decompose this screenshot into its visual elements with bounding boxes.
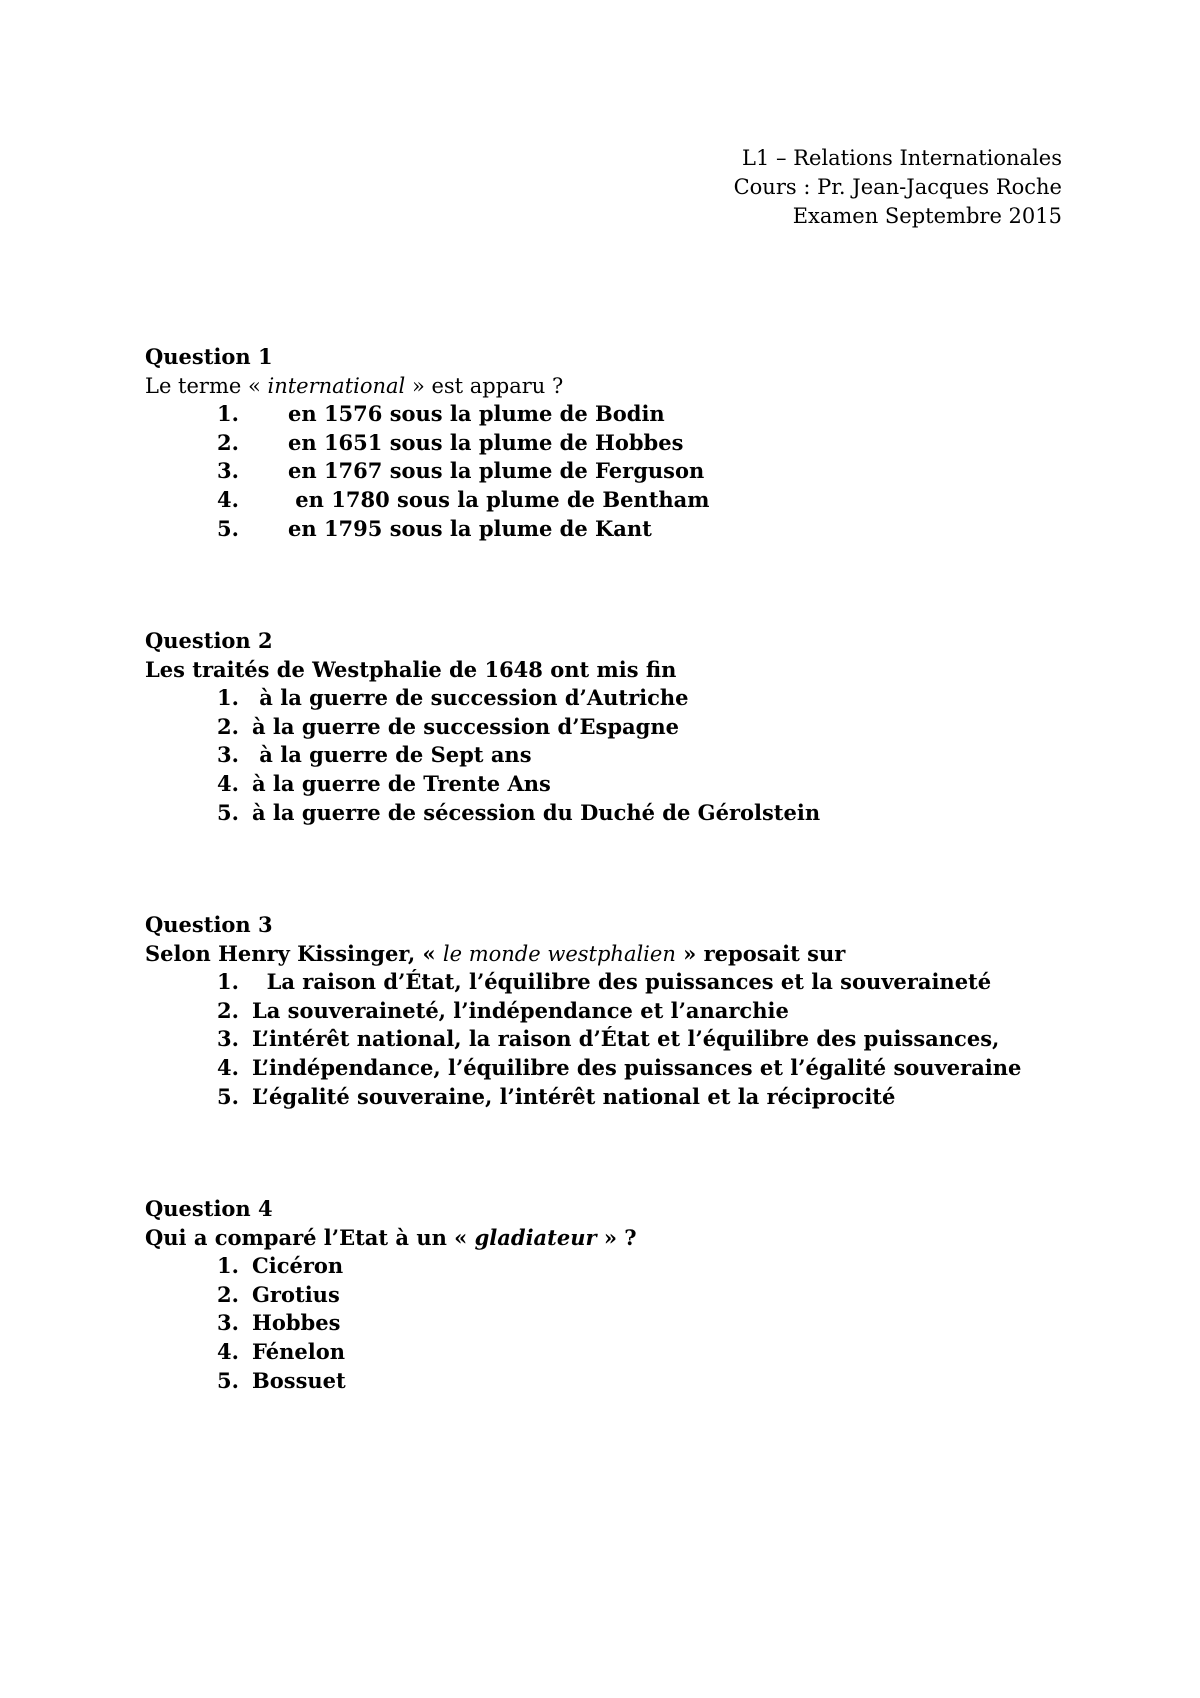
question-title: Question 3 <box>145 912 273 937</box>
answer-option: 2. à la guerre de succession d’Espagne <box>217 713 679 739</box>
answer-option: 2. Grotius <box>217 1281 340 1307</box>
answer-option: 4. à la guerre de Trente Ans <box>217 770 551 796</box>
answer-option: 2. La souveraineté, l’indépendance et l’anarchie <box>217 997 789 1023</box>
exam-session: Examen Septembre 2015 <box>792 204 1062 228</box>
answer-option: 5. en 1795 sous la plume de Kant <box>217 515 652 541</box>
question-title: Question 1 <box>145 344 273 369</box>
question-3 <box>145 911 1022 1111</box>
answer-options <box>145 968 1022 1111</box>
answer-options <box>145 1252 637 1395</box>
question-title: Question 4 <box>145 1196 273 1221</box>
answer-option: 1. à la guerre de succession d’Autriche <box>217 685 689 711</box>
question-4 <box>145 1195 637 1395</box>
answer-option: 4. L’indépendance, l’équilibre des puissances et l’égalité souveraine <box>217 1054 1022 1080</box>
question-stem: Le terme « international » est apparu ? <box>145 373 564 398</box>
answer-option: 3. à la guerre de Sept ans <box>217 742 532 768</box>
answer-option: 1. Cicéron <box>217 1253 344 1279</box>
answer-option: 3. Hobbes <box>217 1310 341 1336</box>
answer-options <box>145 684 821 827</box>
answer-option: 3. L’intérêt national, la raison d’État et l’équilibre des puissances, <box>217 1026 1000 1052</box>
question-1 <box>145 343 710 543</box>
question-title: Question 2 <box>145 628 273 653</box>
question-2 <box>145 627 821 827</box>
answer-option: 4. Fénelon <box>217 1338 346 1364</box>
course-instructor: Cours : Pr. Jean-Jacques Roche <box>733 175 1062 199</box>
answer-option: 1. en 1576 sous la plume de Bodin <box>217 401 665 427</box>
answer-option: 1. La raison d’État, l’équilibre des puissances et la souveraineté <box>217 969 992 995</box>
answer-option: 3. en 1767 sous la plume de Ferguson <box>217 458 705 484</box>
exam-header <box>734 144 1062 231</box>
question-stem: Qui a comparé l’Etat à un « gladiateur » ? <box>145 1224 637 1250</box>
answer-options <box>145 400 710 543</box>
course-title: L1 – Relations Internationales <box>742 146 1062 170</box>
answer-option: 2. en 1651 sous la plume de Hobbes <box>217 429 684 455</box>
question-stem: Selon Henry Kissinger, « le monde westphalien » reposait sur <box>145 940 846 966</box>
answer-option: 5. L’égalité souveraine, l’intérêt national et la réciprocité <box>217 1083 896 1109</box>
question-stem: Les traités de Westphalie de 1648 ont mis fin <box>145 656 677 682</box>
answer-option: 5. à la guerre de sécession du Duché de Gérolstein <box>217 799 821 825</box>
answer-option: 5. Bossuet <box>217 1367 346 1393</box>
answer-option: 4. en 1780 sous la plume de Bentham <box>217 486 710 512</box>
